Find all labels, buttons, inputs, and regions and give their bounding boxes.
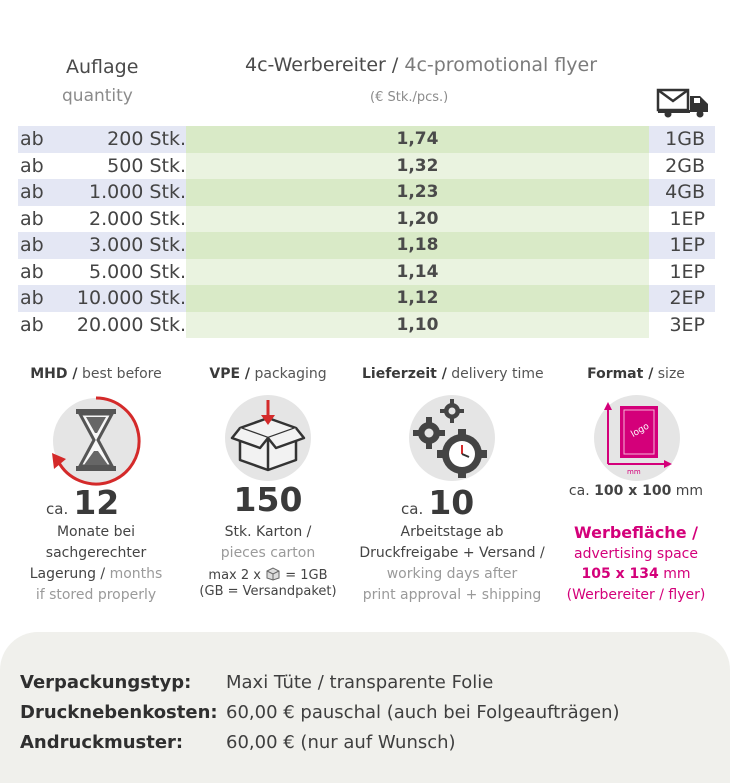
ab-label: ab <box>20 181 44 203</box>
ab-label: ab <box>20 313 44 336</box>
price-cell: 1,14 <box>396 261 439 282</box>
footer-key: Verpackungstyp: <box>20 672 192 693</box>
footer-row <box>20 672 493 693</box>
unit-label: (€ Stk./pcs.) <box>370 90 449 105</box>
table-row <box>18 285 715 312</box>
price-cell: 1,12 <box>396 288 439 308</box>
footer-value: Maxi Tüte / transparente Folie <box>226 672 494 693</box>
table-row <box>18 179 715 206</box>
vpe-column <box>178 366 358 382</box>
product-header <box>245 54 597 76</box>
small-box-icon <box>265 567 281 581</box>
quantity-header: Auflage <box>66 56 139 78</box>
format-size-icon <box>594 398 680 478</box>
quantity-cell: 5.000 Stk. <box>89 260 186 283</box>
price-cell: 1,74 <box>396 129 439 149</box>
table-row <box>18 153 715 180</box>
lieferzeit-column <box>362 366 542 382</box>
table-row <box>18 206 715 233</box>
shipping-cell: 1EP <box>669 260 705 283</box>
price-cell: 1,32 <box>396 155 439 176</box>
vpe-title: VPE / packaging <box>209 366 327 382</box>
footer-row <box>20 702 620 723</box>
format-title: Format / size <box>587 366 685 382</box>
quantity-cell: 500 Stk. <box>107 154 186 177</box>
format-size: ca. 100 x 100 mm <box>568 483 704 499</box>
product-header-en: 4c-promotional flyer <box>404 54 598 76</box>
shipping-cell: 1EP <box>669 207 705 230</box>
shipping-cell: 4GB <box>665 181 705 203</box>
mhd-title: MHD / best before <box>30 366 162 382</box>
price-cell: 1,18 <box>396 235 439 255</box>
mhd-column <box>6 366 186 382</box>
table-row <box>18 126 715 153</box>
lieferzeit-description: Arbeitstage ab Druckfreigabe + Versand / working days after print approval + shipping <box>359 524 545 603</box>
ab-label: ab <box>20 207 44 230</box>
quantity-header-en: quantity <box>62 86 133 106</box>
quantity-cell: 2.000 Stk. <box>89 207 186 230</box>
lieferzeit-title: Lieferzeit / delivery time <box>362 366 544 382</box>
product-header-de: 4c-Werbereiter / <box>245 54 399 76</box>
footer-value: 60,00 € (nur auf Wunsch) <box>226 732 456 753</box>
svg-text:mm: mm <box>627 468 641 476</box>
shipping-cell: 2GB <box>665 154 705 177</box>
mhd-value: ca. 12 <box>46 483 120 522</box>
advertising-space: Werbefläche / advertising space 105 x 134 mm (Werbereiter / flyer) <box>566 523 706 603</box>
footer-value: 60,00 € pauschal (auch bei Folgeaufträgen) <box>226 702 620 723</box>
footer-row <box>20 732 456 753</box>
price-table <box>18 126 715 338</box>
footer-key: Andruckmuster: <box>20 732 184 753</box>
shipping-cell: 1EP <box>669 234 705 256</box>
svg-text:logo: logo <box>629 421 652 440</box>
shipping-cell: 1GB <box>665 128 705 150</box>
ab-label: ab <box>20 128 44 150</box>
table-row <box>18 312 715 339</box>
price-cell: 1,20 <box>396 208 439 229</box>
price-cell: 1,23 <box>396 182 439 202</box>
quantity-cell: 10.000 Stk. <box>76 287 186 309</box>
quantity-cell: 20.000 Stk. <box>76 313 186 336</box>
format-column <box>546 366 726 382</box>
ab-label: ab <box>20 154 44 177</box>
price-cell: 1,10 <box>396 314 439 335</box>
table-row <box>18 232 715 259</box>
gears-clock-icon <box>410 398 494 478</box>
quantity-cell: 200 Stk. <box>107 128 186 150</box>
footer-panel <box>0 632 730 783</box>
vpe-description: Stk. Karton / pieces carton max 2 x = 1GB (GB = Versandpaket) <box>199 524 337 599</box>
vpe-value: 150 <box>233 480 303 519</box>
footer-key: Drucknebenkosten: <box>20 702 218 723</box>
shipping-cell: 2EP <box>669 287 705 309</box>
box-icon <box>230 398 306 478</box>
ab-label: ab <box>20 234 44 256</box>
lieferzeit-value: ca. 10 <box>401 483 475 522</box>
shipping-cell: 3EP <box>669 313 705 336</box>
hourglass-icon <box>40 395 152 487</box>
ab-label: ab <box>20 287 44 309</box>
quantity-cell: 1.000 Stk. <box>89 181 186 203</box>
ab-label: ab <box>20 260 44 283</box>
mhd-description: Monate bei sachgerechter Lagerung / months if stored properly <box>29 524 163 603</box>
quantity-cell: 3.000 Stk. <box>89 234 186 256</box>
truck-mail-icon <box>656 86 712 118</box>
table-row <box>18 259 715 286</box>
